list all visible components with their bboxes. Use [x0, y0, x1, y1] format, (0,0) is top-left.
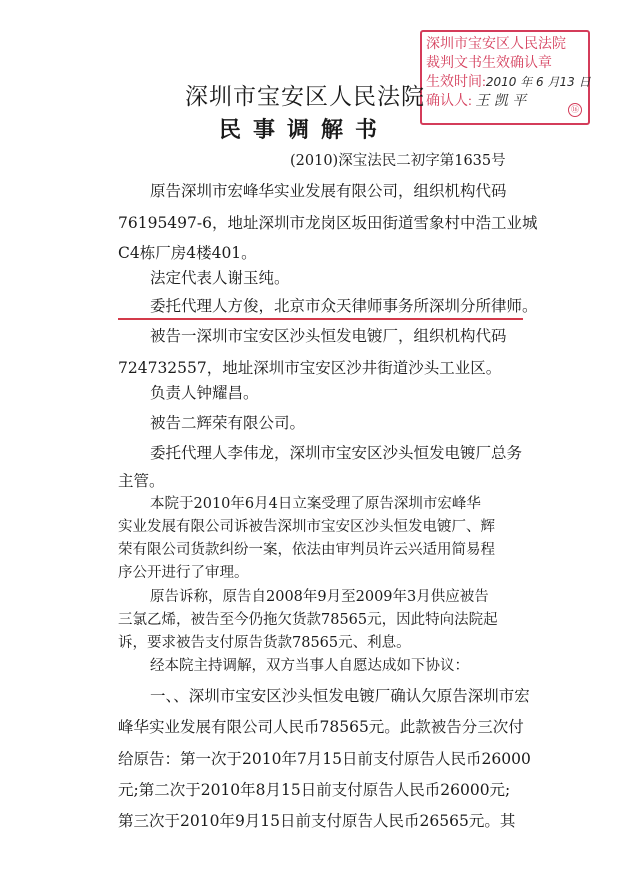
- body-line: C4栋厂房4楼401。: [118, 244, 257, 262]
- body-line: 三氯乙烯，被告至今仍拖欠货款78565元，因此特向法院起: [118, 612, 498, 628]
- body-line: 一、、深圳市宝安区沙头恒发电镀厂确认欠原告深圳市宏: [150, 687, 530, 705]
- body-line: 负责人钟耀昌。: [150, 384, 259, 402]
- body-line: 76195497-6，地址深圳市龙岗区坂田街道雪象村中浩工业城: [118, 214, 538, 232]
- stamp-confirm-label: 确认人:: [426, 94, 472, 109]
- body-line: 经本院主持调解，双方当事人自愿达成如下协议：: [150, 658, 469, 674]
- body-line: 元;第二次于2010年8月15日前支付原告人民币26000元;: [118, 781, 511, 799]
- document-title: 民事调解书: [219, 117, 390, 143]
- body-line: 被告一深圳市宝安区沙头恒发电镀厂，组织机构代码: [150, 327, 507, 345]
- stamp-signature: 王 凯 平: [475, 93, 527, 109]
- case-number: (2010)深宝法民二初字第1635号: [290, 153, 506, 169]
- body-line: 给原告：第一次于2010年7月15日前支付原告人民币26000: [118, 750, 531, 768]
- stamp-effective-label: 生效时间:: [426, 75, 486, 90]
- stamp-court-name: 深圳市宝安区人民法院: [426, 37, 566, 52]
- stamp-effective-value: 2010 年 6 月13 日: [485, 75, 591, 89]
- body-line: 法定代表人谢玉纯。: [150, 269, 290, 287]
- body-line: 原告诉称，原告自2008年9月至2009年3月供应被告: [150, 589, 489, 605]
- body-line: 荣有限公司货款纠纷一案，依法由审判员许云兴适用简易程: [118, 542, 495, 558]
- body-line: 本院于2010年6月4日立案受理了原告深圳市宏峰华: [150, 496, 481, 512]
- body-line: 委托代理人李伟龙，深圳市宝安区沙头恒发电镀厂总务: [150, 444, 523, 462]
- body-line: 实业发展有限公司诉被告深圳市宝安区沙头恒发电镀厂、辉: [118, 519, 495, 535]
- body-line: 主管。: [118, 472, 165, 490]
- body-line: 第三次于2010年9月15日前支付原告人民币26565元。其: [118, 812, 516, 830]
- stamp-confirm-row: [426, 92, 584, 111]
- stamp-number-mark: ⑯: [568, 103, 582, 117]
- body-line: 724732557，地址深圳市宝安区沙井街道沙头工业区。: [118, 359, 502, 377]
- body-line: 委托代理人方俊，北京市众天律师事务所深圳分所律师。: [150, 297, 538, 315]
- effective-confirmation-stamp: [420, 30, 590, 125]
- body-line: 峰华实业发展有限公司人民币78565元。此款被告分三次付: [118, 718, 524, 736]
- body-line: 诉，要求被告支付原告货款78565元、利息。: [118, 635, 411, 651]
- stamp-effective-row: [426, 73, 591, 92]
- stamp-title: 裁判文书生效确认章: [426, 56, 552, 71]
- body-line: 序公开进行了审理。: [118, 565, 249, 581]
- court-name: 深圳市宝安区人民法院: [185, 84, 425, 110]
- red-underline: [118, 318, 523, 320]
- body-line: 被告二辉荣有限公司。: [150, 414, 306, 432]
- body-line: 原告深圳市宏峰华实业发展有限公司，组织机构代码: [150, 182, 507, 200]
